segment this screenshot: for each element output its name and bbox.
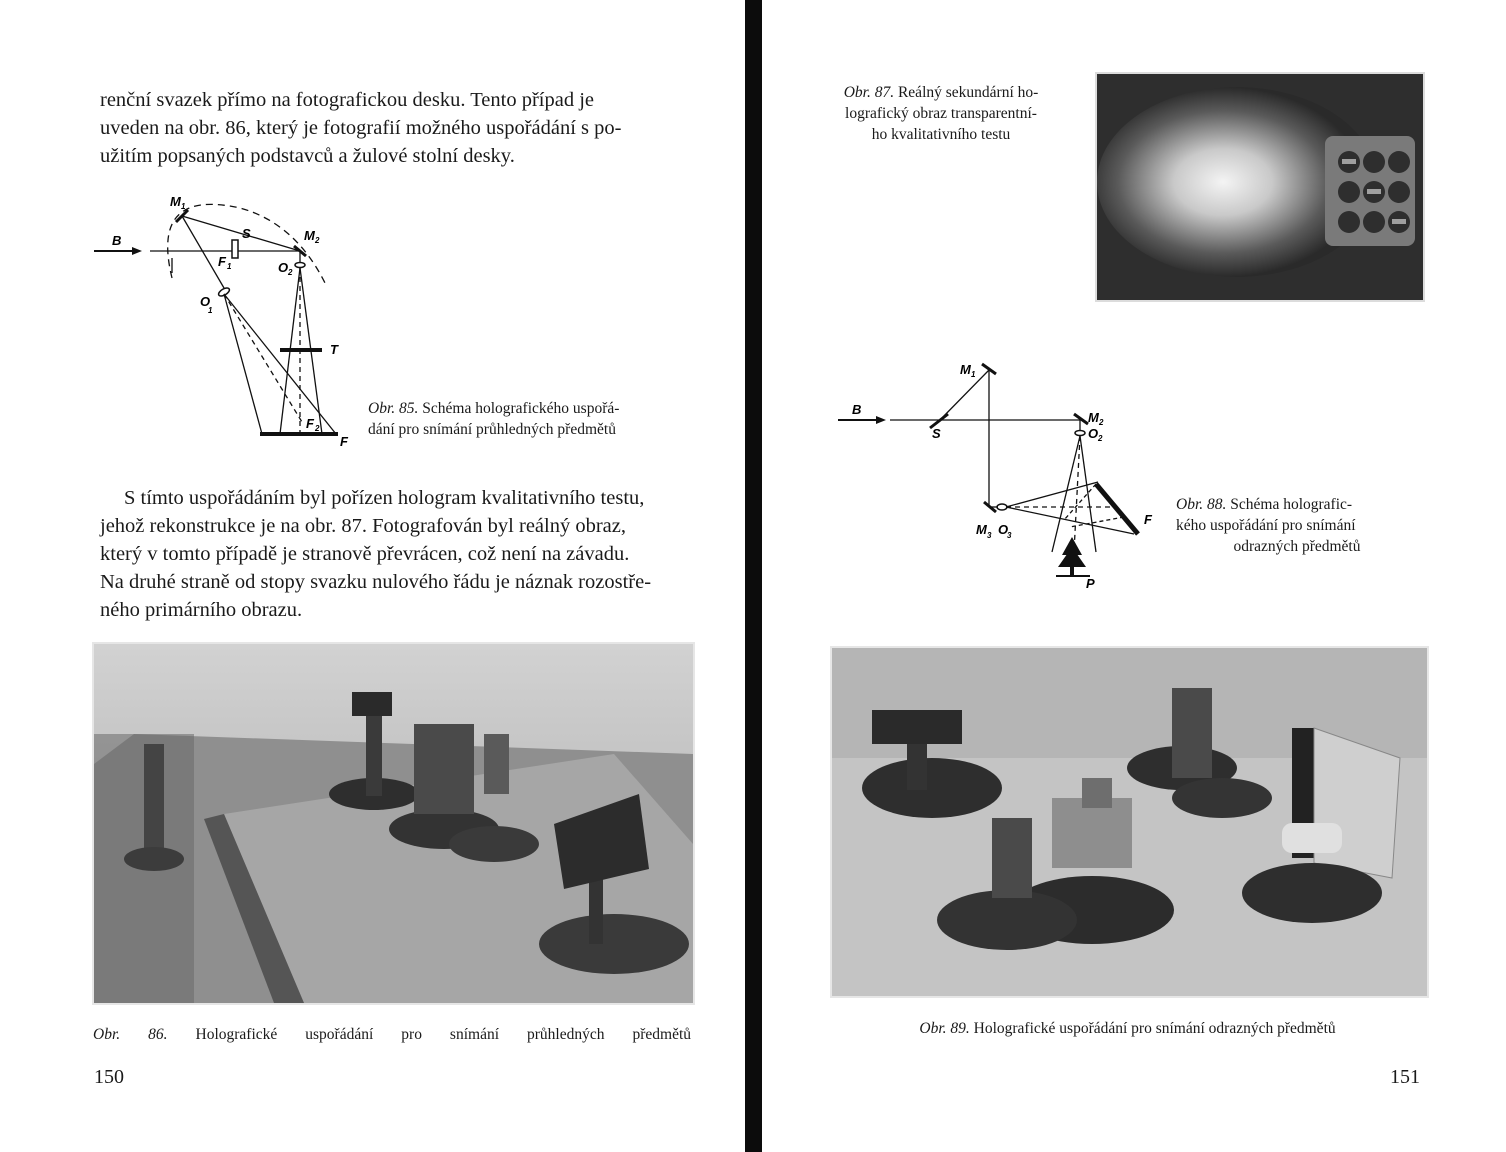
text-line: užitím popsaných podstavců a žulové stolní desky. [100, 145, 515, 167]
caption-text: dání pro snímání průhledných předmětů [368, 421, 616, 438]
paragraph-2 [100, 484, 690, 624]
photo-illustration [94, 644, 693, 1003]
page-number: 151 [1390, 1066, 1420, 1088]
figure-86-photo [92, 642, 695, 1005]
figure-86-caption [93, 1024, 691, 1045]
paragraph-1 [100, 86, 690, 170]
figure-85-diagram [90, 188, 360, 453]
caption-text: lografický obraz transparentní- [845, 105, 1037, 122]
label-F: F [1144, 512, 1152, 527]
label-M2: M [1088, 410, 1099, 425]
text-line: uveden na obr. 86, který je fotografií možného uspořádání s po- [100, 117, 622, 139]
text-line: ného primárního obrazu. [100, 599, 303, 621]
text-line: renční svazek přímo na fotografickou desku. Tento případ je [100, 89, 595, 111]
label-M2: M [304, 228, 315, 243]
sub-3: 3 [987, 531, 992, 540]
figure-87-photo [1095, 72, 1425, 302]
caption-text: Schéma holografic- [1230, 496, 1353, 513]
caption-text: Schéma holografického uspořá- [422, 400, 620, 417]
caption-label: Obr. 89. [919, 1020, 970, 1037]
photo-illustration [1097, 74, 1423, 300]
figure-85-caption [368, 398, 690, 440]
sub-2: 2 [315, 424, 320, 433]
sub-3: 3 [1007, 531, 1012, 540]
caption-text: Holografické uspořádání pro snímání průhledných předmětů [195, 1026, 692, 1043]
sub-1: 1 [971, 370, 976, 379]
label-F2: F [306, 416, 314, 431]
book-gutter [745, 0, 762, 1152]
figure-88-caption [1176, 494, 1418, 557]
caption-text: Holografické uspořádání pro snímání odrazných předmětů [973, 1020, 1336, 1037]
label-F1: F [218, 254, 226, 269]
label-M1: M [170, 194, 181, 209]
photo-illustration [832, 648, 1427, 996]
sub-2: 2 [315, 236, 320, 245]
caption-label: Obr. 85. [368, 400, 419, 417]
caption-label: Obr. 88. [1176, 496, 1227, 513]
page-number: 150 [94, 1066, 124, 1088]
sub-2: 2 [1099, 418, 1104, 427]
caption-label: Obr. 87. [843, 84, 895, 101]
text-line: jehož rekonstrukce je na obr. 87. Fotografován byl reálný obraz, [100, 515, 626, 537]
figure-87-caption [810, 82, 1072, 145]
figure-88-diagram [834, 352, 1154, 592]
label-F: F [340, 434, 348, 449]
caption-text: odrazných předmětů [1233, 538, 1361, 555]
label-B: B [852, 402, 862, 417]
sub-1: 1 [181, 202, 186, 211]
label-M1: M [960, 362, 971, 377]
text-line: Na druhé straně od stopy svazku nulového řádu je náznak rozostře- [100, 571, 652, 593]
label-T: T [330, 342, 338, 357]
caption-text: ho kvalitativního testu [871, 126, 1011, 143]
label-M3: M [976, 522, 987, 537]
caption-text: Reálný sekundární ho- [897, 84, 1039, 101]
sub-1: 1 [227, 262, 232, 271]
label-O3: O [998, 522, 1009, 537]
right-page [762, 0, 1506, 1152]
label-S: S [242, 226, 251, 241]
label-O2: O [1088, 426, 1099, 441]
sub-1: 1 [208, 306, 213, 315]
sub-2: 2 [288, 268, 293, 277]
label-B: B [112, 233, 122, 248]
label-S: S [932, 426, 941, 441]
text-line: S tímto uspořádáním byl pořízen hologram kvalitativního testu, [124, 487, 645, 509]
caption-label: Obr. 86. [93, 1026, 168, 1043]
label-O1: O [200, 294, 211, 309]
left-page [0, 0, 745, 1152]
label-P: P [1086, 576, 1095, 591]
caption-text: kého uspořádání pro snímání [1176, 517, 1356, 534]
label-O2: O [278, 260, 289, 275]
sub-2: 2 [1098, 434, 1103, 443]
figure-89-caption [830, 1018, 1425, 1039]
text-line: který v tomto případě je stranově převrácen, což není na závadu. [100, 543, 630, 565]
figure-89-photo [830, 646, 1429, 998]
